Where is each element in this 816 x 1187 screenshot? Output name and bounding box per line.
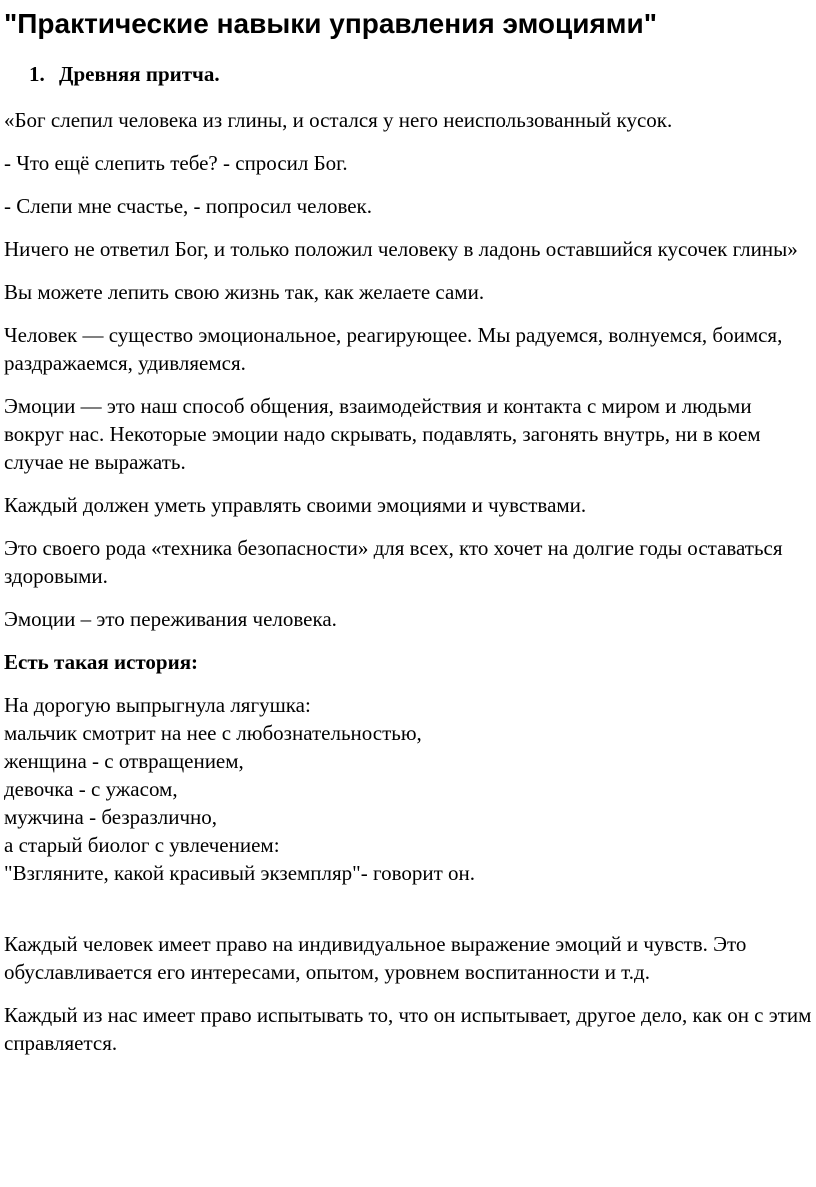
document-title: "Практические навыки управления эмоциями" — [4, 8, 657, 39]
paragraph: Каждый должен уметь управлять своими эмоциями и чувствами. — [4, 493, 587, 517]
paragraph: Каждый человек имеет право на индивидуальное выражение эмоций и чувств. Это обуславливается его интересами, опытом, уровнем воспитанности и т.д. — [4, 932, 747, 984]
blank-line — [4, 902, 812, 930]
story-line: мужчина - безразлично, — [4, 805, 218, 829]
story-line: На дорогую выпрыгнула лягушка: — [4, 693, 311, 717]
paragraph: Человек — существо эмоциональное, реагирующее. Мы радуемся, волнуемся, боимся, раздражаемся, удивляемся. — [4, 323, 783, 375]
parable-line-2: - Что ещё слепить тебе? - спросил Бог. — [4, 151, 348, 175]
parable-line-1: «Бог слепил человека из глины, и остался у него неиспользованный кусок. — [4, 108, 673, 132]
paragraph: Это своего рода «техника безопасности» для всех, кто хочет на долгие годы оставаться здоровыми. — [4, 536, 783, 588]
story-line: "Взгляните, какой красивый экземпляр"- говорит он. — [4, 861, 476, 885]
paragraph: Вы можете лепить свою жизнь так, как желаете сами. — [4, 280, 485, 304]
story-heading: Есть такая история: — [4, 650, 199, 674]
paragraph: Каждый из нас имеет право испытывать то, что он испытывает, другое дело, как он с этим справляется. — [4, 1003, 812, 1055]
story-line: женщина - с отвращением, — [4, 749, 244, 773]
paragraph: Эмоции – это переживания человека. — [4, 607, 337, 631]
paragraph: Эмоции — это наш способ общения, взаимодействия и контакта с миром и людьми вокруг нас. Некоторые эмоции надо скрывать, подавлять, загонять внутрь, ни в коем случае не выражать. — [4, 394, 761, 474]
section-heading-text: Древняя притча. — [59, 62, 220, 86]
story-block — [4, 691, 812, 887]
parable-line-3: - Слепи мне счастье, - попросил человек. — [4, 194, 373, 218]
story-line: девочка - с ужасом, — [4, 777, 178, 801]
parable-line-4: Ничего не ответил Бог, и только положил человеку в ладонь оставшийся кусочек глины» — [4, 237, 798, 261]
section-number: 1. — [29, 62, 45, 86]
section-heading — [4, 60, 812, 88]
story-line: мальчик смотрит на нее с любознательностью, — [4, 721, 422, 745]
story-line: а старый биолог с увлечением: — [4, 833, 280, 857]
